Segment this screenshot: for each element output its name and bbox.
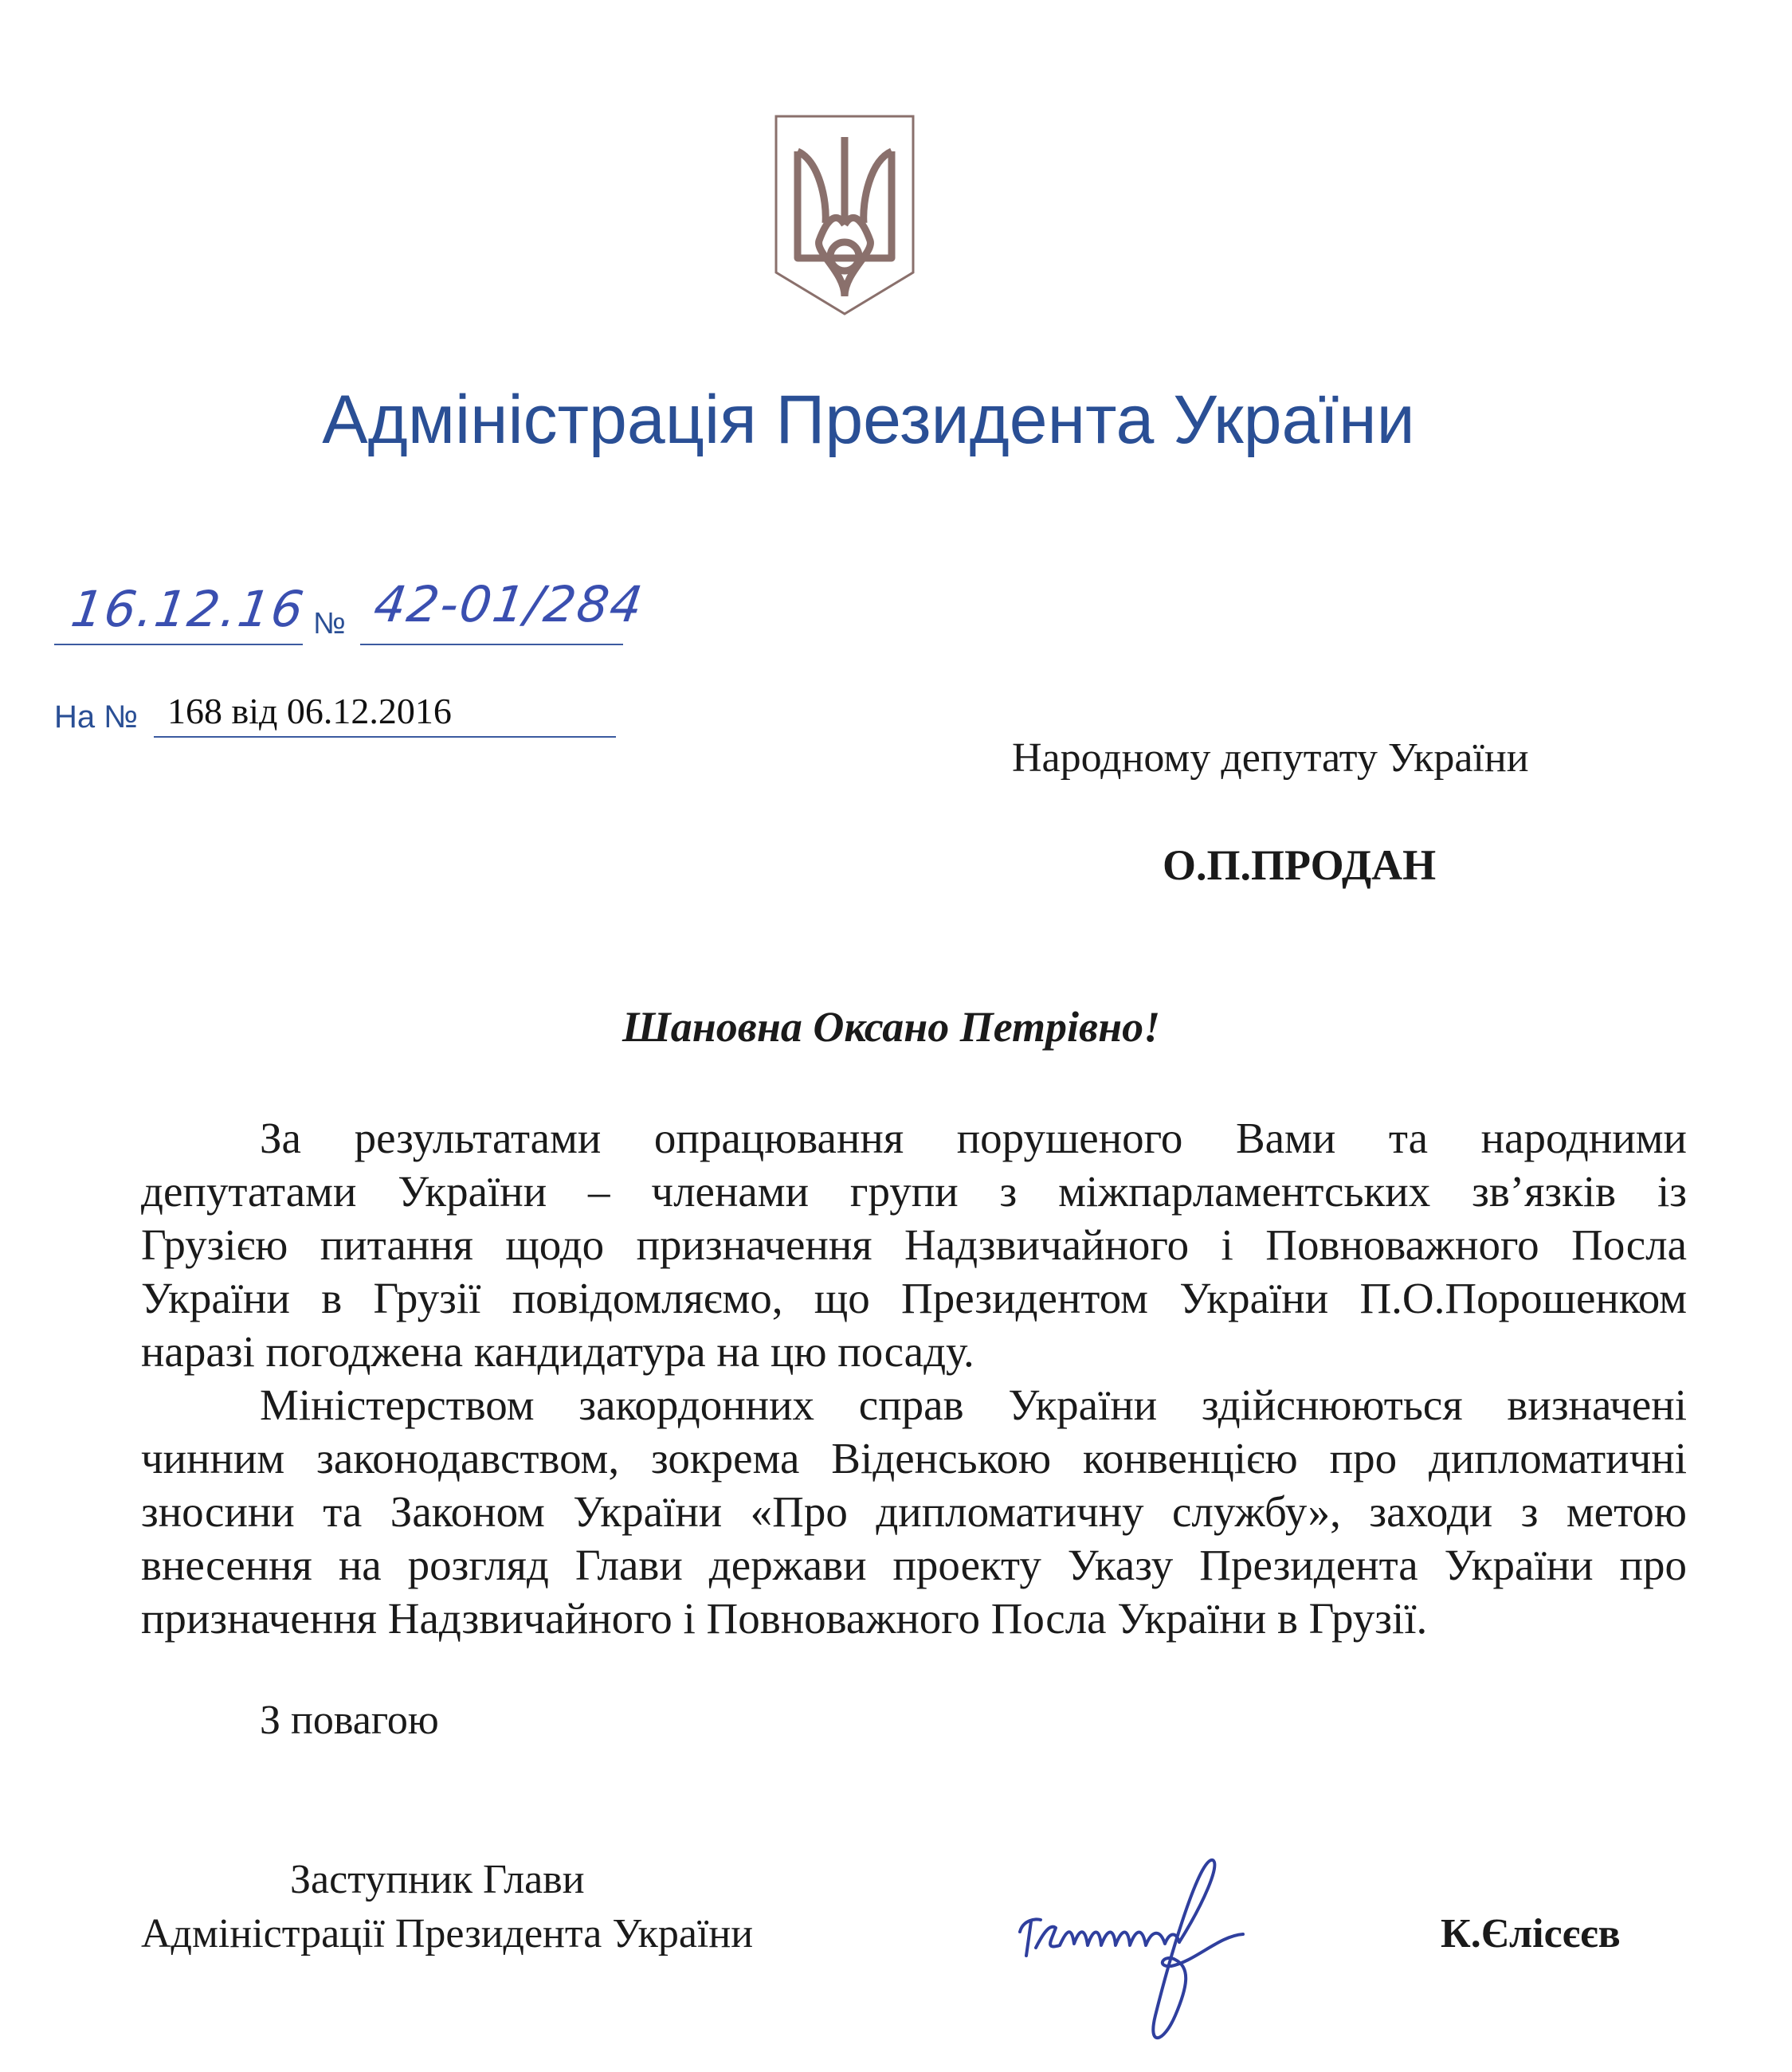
signer-position-line2: Адміністрації Президента України	[141, 1911, 754, 1956]
signer-name: К.Єлісєєв	[1441, 1911, 1621, 1956]
coat-of-arms-icon	[771, 113, 918, 317]
recipient-name: О.П.ПРОДАН	[1163, 841, 1437, 889]
letter-body	[141, 1111, 1687, 1645]
body-line: депутатами України – членами групи з міжпарламентських зв’язків із	[141, 1167, 1687, 1216]
signer-position-line1: Заступник Глави	[290, 1857, 585, 1902]
number-label: №	[313, 607, 346, 640]
outgoing-date: 16.12.16	[67, 580, 309, 638]
body-line: внесення на розгляд Глави держави проекту Указу Президента України про	[141, 1541, 1687, 1589]
body-line: зносини та Законом України «Про дипломатичну службу», заходи з метою	[141, 1487, 1687, 1536]
addressee-title: Народному депутату України	[1012, 735, 1529, 781]
body-line: призначення Надзвичайного і Повноважного Посла України в Грузії.	[141, 1594, 1428, 1643]
body-line: Грузією питання щодо призначення Надзвичайного і Повноважного Посла	[141, 1220, 1687, 1269]
body-line: За результатами опрацювання порушеного Вами та народними	[260, 1114, 1687, 1162]
reference-label: На №	[54, 699, 139, 734]
body-line: України в Грузії повідомляємо, що Президентом України П.О.Порошенком	[141, 1274, 1687, 1322]
closing: З повагою	[260, 1698, 439, 1743]
body-line: чинним законодавством, зокрема Віденською конвенцією про дипломатичні	[141, 1434, 1687, 1483]
organization-title: Адміністрація Президента України	[322, 382, 1415, 458]
handwritten-signature	[1012, 1856, 1347, 2047]
body-line: Міністерством закордонних справ України здійснюються визначені	[260, 1381, 1687, 1429]
outgoing-number: 42-01/284	[370, 575, 648, 633]
reference-value: 168 від 06.12.2016	[167, 691, 452, 731]
salutation: Шановна Оксано Петрівно!	[622, 1003, 1161, 1051]
body-line: наразі погоджена кандидатура на цю посаду.	[141, 1327, 974, 1376]
